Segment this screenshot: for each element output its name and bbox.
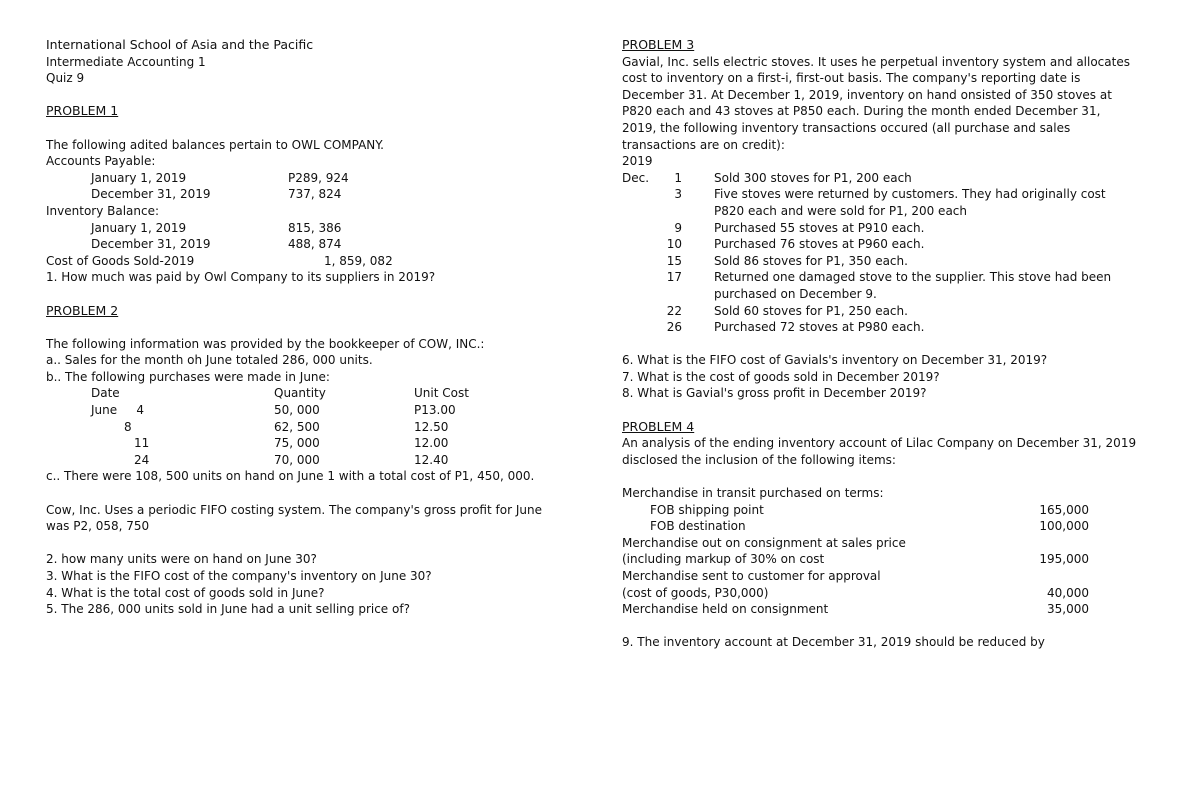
inventory-label: Inventory Balance: bbox=[46, 203, 160, 218]
header-quantity: Quantity bbox=[274, 386, 326, 401]
fob-shipping-amount: 165,000 bbox=[1039, 502, 1089, 517]
transaction-day: 10 bbox=[666, 237, 682, 252]
purchase-qty: 70, 000 bbox=[274, 452, 320, 467]
cogs-row bbox=[46, 253, 591, 270]
transaction-row bbox=[622, 303, 1162, 320]
problem2-item-a: a.. Sales for the month oh June totaled 286, 000 units. bbox=[46, 353, 373, 368]
purchase-cost: 12.40 bbox=[414, 452, 449, 467]
transaction-day: 1 bbox=[674, 170, 682, 185]
transaction-text: Purchased 72 stoves at P980 each. bbox=[714, 320, 925, 335]
right-column bbox=[622, 37, 1162, 651]
gross-profit-line-2: was P2, 058, 750 bbox=[46, 519, 150, 534]
inv-row-dec bbox=[46, 236, 591, 253]
transaction-day: 9 bbox=[674, 220, 682, 235]
transaction-row bbox=[622, 236, 1162, 253]
header-unit-cost: Unit Cost bbox=[414, 386, 469, 401]
transaction-continuation bbox=[622, 286, 1162, 303]
transaction-text: Five stoves were returned by customers. They had originally cost bbox=[714, 187, 1106, 202]
problem2-item-b: b.. The following purchases were made in June: bbox=[46, 369, 330, 384]
transaction-day: 22 bbox=[666, 303, 682, 318]
problem3-year: 2019 bbox=[622, 154, 653, 169]
inv-row-jan bbox=[46, 220, 591, 237]
consignment-out-line-1: Merchandise out on consignment at sales price bbox=[622, 535, 906, 550]
purchase-qty: 50, 000 bbox=[274, 403, 320, 418]
problem4-intro-2: disclosed the inclusion of the following items: bbox=[622, 452, 896, 467]
transaction-row bbox=[622, 220, 1162, 237]
question-8: 8. What is Gavial's gross profit in December 2019? bbox=[622, 386, 927, 401]
cogs-label: Cost of Goods Sold-2019 bbox=[46, 253, 195, 268]
fob-destination-amount: 100,000 bbox=[1039, 519, 1089, 534]
purchase-cost: 12.00 bbox=[414, 436, 449, 451]
header-date: Date bbox=[91, 386, 120, 401]
transaction-row bbox=[622, 319, 1162, 336]
ap-jan-label: January 1, 2019 bbox=[91, 170, 187, 185]
transaction-day: 3 bbox=[674, 187, 682, 202]
problem2-heading: PROBLEM 2 bbox=[46, 302, 119, 318]
question-6: 6. What is the FIFO cost of Gavials's inventory on December 31, 2019? bbox=[622, 353, 1048, 368]
school-name: International School of Asia and the Pacific bbox=[46, 37, 314, 52]
transaction-text: P820 each and were sold for P1, 200 each bbox=[714, 203, 967, 218]
transaction-month: Dec. bbox=[622, 170, 650, 185]
ap-label: Accounts Payable: bbox=[46, 154, 156, 169]
question-4: 4. What is the total cost of goods sold in June? bbox=[46, 585, 325, 600]
approval-amount: 40,000 bbox=[1047, 585, 1089, 600]
transaction-text: Sold 60 stoves for P1, 250 each. bbox=[714, 303, 908, 318]
purchase-qty: 75, 000 bbox=[274, 436, 320, 451]
transit-label: Merchandise in transit purchased on terms: bbox=[622, 486, 884, 501]
ap-dec-label: December 31, 2019 bbox=[91, 187, 211, 202]
transaction-text: purchased on December 9. bbox=[714, 286, 877, 301]
problem2-item-c: c.. There were 108, 500 units on hand on June 1 with a total cost of P1, 450, 000. bbox=[46, 469, 535, 484]
item-held-on-consignment bbox=[622, 601, 1162, 618]
question-5: 5. The 286, 000 units sold in June had a unit selling price of? bbox=[46, 602, 410, 617]
ap-dec-value: 737, 824 bbox=[288, 187, 342, 202]
ap-row-jan bbox=[46, 170, 591, 187]
problem3-heading: PROBLEM 3 bbox=[622, 37, 695, 52]
transaction-text: Returned one damaged stove to the supplier. This stove had been bbox=[714, 270, 1112, 285]
held-amount: 35,000 bbox=[1047, 602, 1089, 617]
purchase-row bbox=[46, 419, 591, 436]
fob-shipping-label: FOB shipping point bbox=[650, 502, 764, 517]
question-7: 7. What is the cost of goods sold in December 2019? bbox=[622, 369, 940, 384]
approval-line-1: Merchandise sent to customer for approval bbox=[622, 569, 881, 583]
problem2-intro: The following information was provided by the bookkeeper of COW, INC.: bbox=[46, 336, 485, 351]
ap-row-dec bbox=[46, 186, 591, 203]
transaction-row bbox=[622, 269, 1162, 286]
problem1-intro: The following adited balances pertain to OWL COMPANY. bbox=[46, 137, 384, 152]
left-column bbox=[46, 37, 591, 618]
purchase-cost: 12.50 bbox=[414, 419, 449, 434]
purchase-month: June bbox=[91, 403, 118, 418]
item-consignment-out bbox=[622, 551, 1162, 568]
transaction-row bbox=[622, 186, 1162, 203]
problem3-intro-line: 2019, the following inventory transactions occured (all purchase and sales bbox=[622, 120, 1071, 135]
problem4-heading: PROBLEM 4 bbox=[622, 418, 695, 434]
question-9: 9. The inventory account at December 31, 2019 should be reduced by bbox=[622, 635, 1045, 650]
transaction-continuation bbox=[622, 203, 1162, 220]
item-approval bbox=[622, 585, 1162, 602]
transaction-day: 15 bbox=[666, 253, 682, 268]
problem3-intro-line: Gavial, Inc. sells electric stoves. It uses he perpetual inventory system and allocates bbox=[622, 54, 1130, 69]
consignment-out-line-2: (including markup of 30% on cost bbox=[622, 552, 825, 567]
question-2: 2. how many units were on hand on June 30? bbox=[46, 552, 317, 567]
transaction-text: Sold 86 stoves for P1, 350 each. bbox=[714, 253, 908, 268]
problem3-intro-line: December 31. At December 1, 2019, inventory on hand onsisted of 350 stoves at bbox=[622, 87, 1112, 102]
purchase-row bbox=[46, 452, 591, 469]
inv-jan-value: 815, 386 bbox=[288, 220, 342, 235]
transaction-row bbox=[622, 253, 1162, 270]
transaction-text: Sold 300 stoves for P1, 200 each bbox=[714, 170, 912, 185]
inv-jan-label: January 1, 2019 bbox=[91, 220, 187, 235]
purchase-row bbox=[46, 435, 591, 452]
fob-destination-label: FOB destination bbox=[650, 519, 746, 534]
item-fob-destination bbox=[622, 518, 1162, 535]
question-1: 1. How much was paid by Owl Company to its suppliers in 2019? bbox=[46, 270, 436, 285]
purchase-day: 8 bbox=[124, 419, 132, 434]
item-fob-shipping bbox=[622, 502, 1162, 519]
problem3-intro-line: transactions are on credit): bbox=[622, 137, 785, 152]
purchases-header bbox=[46, 385, 591, 402]
ap-jan-value: P289, 924 bbox=[288, 170, 349, 185]
course-name: Intermediate Accounting 1 bbox=[46, 54, 206, 69]
purchase-day: 11 bbox=[134, 436, 150, 451]
transaction-day: 17 bbox=[666, 270, 682, 285]
transaction-text: Purchased 76 stoves at P960 each. bbox=[714, 237, 925, 252]
transaction-row bbox=[622, 170, 1162, 187]
purchase-day: 24 bbox=[134, 452, 150, 467]
approval-line-2: (cost of goods, P30,000) bbox=[622, 585, 769, 600]
problem4-intro-1: An analysis of the ending inventory account of Lilac Company on December 31, 2019 bbox=[622, 436, 1137, 451]
gross-profit-line-1: Cow, Inc. Uses a periodic FIFO costing system. The company's gross profit for June bbox=[46, 502, 542, 517]
inv-dec-label: December 31, 2019 bbox=[91, 237, 211, 252]
purchase-cost: P13.00 bbox=[414, 403, 456, 418]
held-label: Merchandise held on consignment bbox=[622, 602, 829, 617]
problem3-intro-line: P820 each and 43 stoves at P850 each. During the month ended December 31, bbox=[622, 104, 1101, 119]
question-3: 3. What is the FIFO cost of the company's inventory on June 30? bbox=[46, 569, 432, 583]
consignment-out-amount: 195,000 bbox=[1039, 552, 1089, 567]
problem3-intro-line: cost to inventory on a first-i, first-out basis. The company's reporting date is bbox=[622, 71, 1081, 86]
cogs-value: 1, 859, 082 bbox=[324, 253, 393, 268]
purchase-qty: 62, 500 bbox=[274, 419, 320, 434]
problem1-heading: PROBLEM 1 bbox=[46, 103, 119, 119]
quiz-label: Quiz 9 bbox=[46, 71, 85, 86]
purchase-row bbox=[46, 402, 591, 419]
inv-dec-value: 488, 874 bbox=[288, 237, 342, 252]
transaction-day: 26 bbox=[666, 320, 682, 335]
purchase-day: 4 bbox=[136, 403, 144, 418]
transaction-text: Purchased 55 stoves at P910 each. bbox=[714, 220, 925, 235]
